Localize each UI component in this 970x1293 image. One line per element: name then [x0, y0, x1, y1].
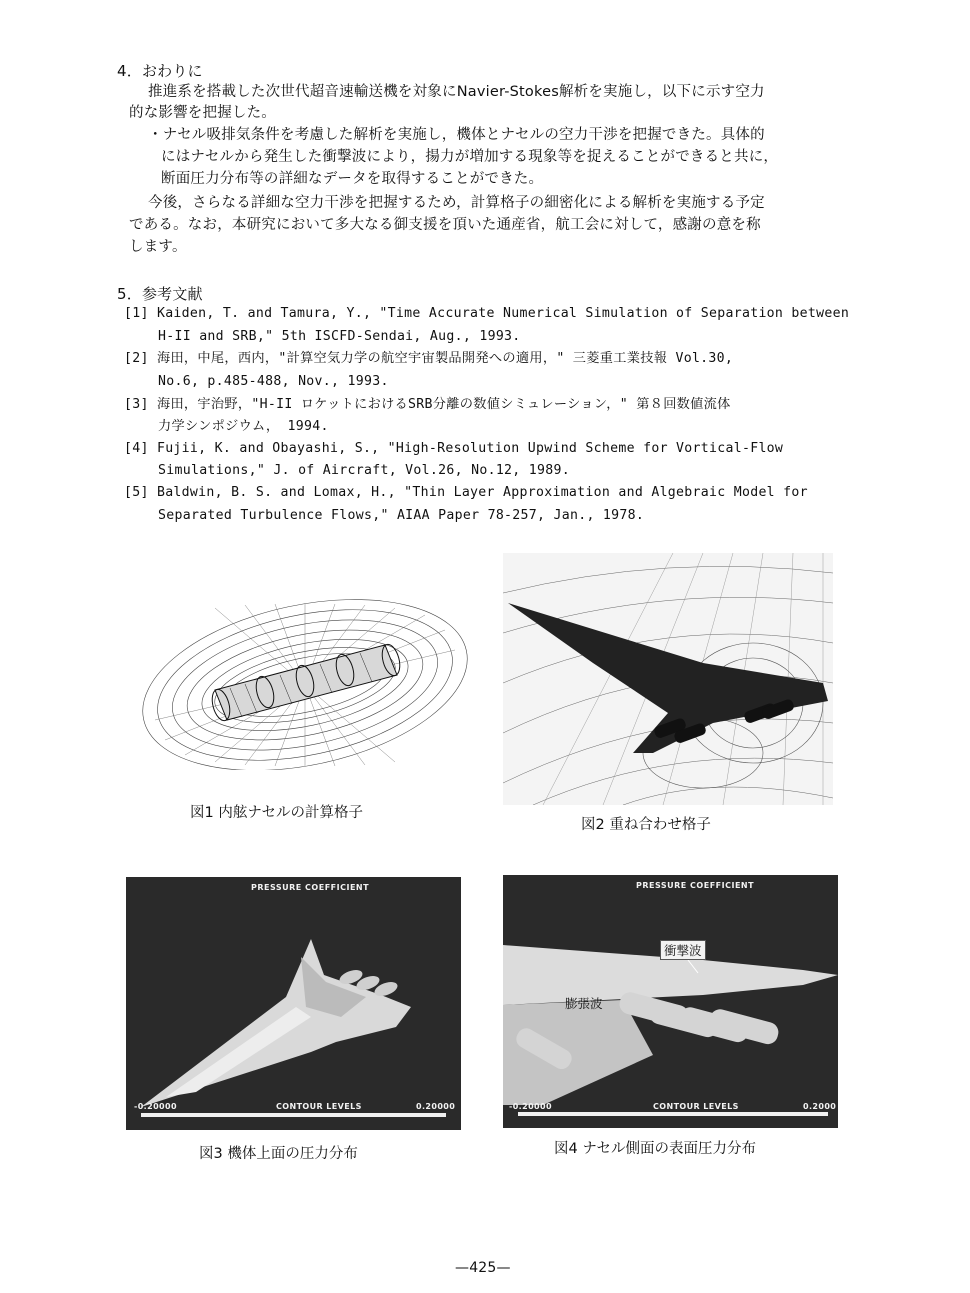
- figure-4-min-value: -0.20000: [509, 1102, 552, 1111]
- reference-item: Simulations," J. of Aircraft, Vol.26, No.12, 1989.: [158, 463, 570, 478]
- figure-4-pressure-nacelle-side: [503, 875, 838, 1128]
- figure-3-contour-label: CONTOUR LEVELS: [276, 1102, 362, 1111]
- conclusion-paragraph-line: 推進系を搭載した次世代超音速輸送機を対象にNavier-Stokes解析を実施し，以下に示す空力: [148, 84, 765, 100]
- figure-4-annotation-expansion-wave: 膨張波: [565, 996, 603, 1011]
- reference-item: [4] Fujii, K. and Obayashi, S., "High-Resolution Upwind Scheme for Vortical-Flow: [124, 441, 784, 456]
- figure-4-contour-label: CONTOUR LEVELS: [653, 1102, 739, 1111]
- figure-4-title: PRESSURE COEFFICIENT: [636, 881, 755, 890]
- figure-3-title: PRESSURE COEFFICIENT: [251, 883, 370, 892]
- figure-3-max-value: 0.20000: [416, 1102, 456, 1111]
- figure-1-nacelle-grid: [135, 590, 475, 770]
- reference-item: H-II and SRB," 5th ISCFD-Sendai, Aug., 1993.: [158, 329, 521, 344]
- conclusion-paragraph-line: 今後，さらなる詳細な空力干渉を把握するため，計算格子の細密化による解析を実施する予定: [148, 195, 765, 211]
- conclusion-paragraph-line: 的な影響を把握した。: [129, 105, 276, 121]
- conclusion-paragraph-line: である。なお，本研究において多大なる御支援を頂いた通産省，航工会に対して，感謝の意を称: [129, 217, 761, 233]
- figure-4-annotation-shock-wave: 衝撃波: [660, 940, 706, 960]
- conclusion-paragraph-line: します。: [129, 239, 187, 255]
- reference-item: No.6, p.485-488, Nov., 1993.: [158, 374, 389, 389]
- section-heading-references: 5．参考文献: [117, 285, 203, 303]
- figure-3-pressure-upper: [126, 877, 461, 1130]
- reference-item: [3] 海田，宇治野，"H-II ロケットにおけるSRB分離の数値シミュレーション，" 第８回数値流体: [124, 397, 731, 412]
- reference-item: 力学シンポジウム， 1994.: [158, 419, 329, 434]
- figure-3-caption: 図3 機体上面の圧力分布: [199, 1146, 358, 1162]
- conclusion-bullet-line: 断面圧力分布等の詳細なデータを取得することができた。: [161, 171, 544, 187]
- page-number: —425—: [455, 1260, 511, 1276]
- reference-item: Separated Turbulence Flows," AIAA Paper 78-257, Jan., 1978.: [158, 508, 645, 523]
- figure-2-caption: 図2 重ね合わせ格子: [581, 817, 711, 833]
- reference-item: [5] Baldwin, B. S. and Lomax, H., "Thin Layer Approximation and Algebraic Model for: [124, 485, 808, 500]
- conclusion-bullet-line: ・ナセル吸排気条件を考慮した解析を実施し，機体とナセルの空力干渉を把握できた。具体的: [148, 127, 765, 143]
- figure-3-min-value: -0.20000: [134, 1102, 177, 1111]
- figure-2-overset-grid: [503, 553, 833, 805]
- reference-item: [1] Kaiden, T. and Tamura, Y., "Time Accurate Numerical Simulation of Separation between: [124, 306, 850, 321]
- figure-4-max-value: 0.2000: [803, 1102, 837, 1111]
- figure-4-caption: 図4 ナセル側面の表面圧力分布: [554, 1141, 757, 1157]
- conclusion-bullet-line: にはナセルから発生した衝撃波により，揚力が増加する現象等を捉えることができると共に，: [161, 149, 779, 165]
- section-heading-conclusion: 4．おわりに: [117, 62, 203, 80]
- figure-1-caption: 図1 内舷ナセルの計算格子: [190, 805, 364, 821]
- reference-item: [2] 海田，中尾，西内，"計算空気力学の航空宇宙製品開発への適用，" 三菱重工業技報 Vol.30,: [124, 351, 734, 366]
